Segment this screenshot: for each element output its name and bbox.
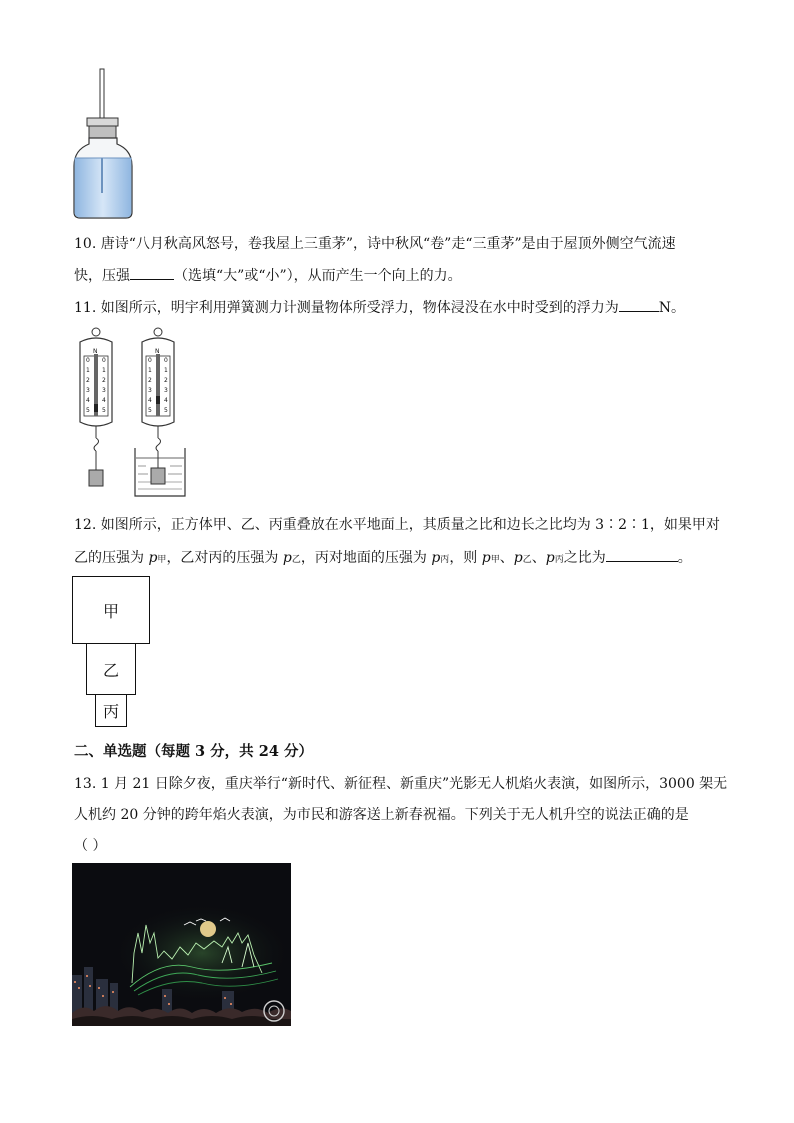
- answer-blank[interactable]: [606, 547, 678, 562]
- scale-1-unit: N: [93, 348, 98, 355]
- drone-show-photo: [72, 863, 291, 1026]
- tick-label: 5: [164, 407, 168, 414]
- q10-line-1: 10. 唐诗“八月秋高风怒号，卷我屋上三重茅”，诗中秋风“卷”走“三重茅”是由于屋顶外侧空气流速: [74, 236, 676, 252]
- tick-label: 5: [86, 407, 90, 414]
- tick-label: 2: [148, 377, 152, 384]
- subscript: 丙: [440, 555, 450, 565]
- var-p: p: [282, 550, 292, 566]
- tick-label: 2: [102, 377, 106, 384]
- q10-line-2: [74, 265, 462, 286]
- tick-label: 4: [164, 397, 168, 404]
- tick-label: 4: [148, 397, 152, 404]
- q12-text: 之比为: [563, 550, 606, 566]
- cube-label: 乙: [102, 660, 119, 680]
- q12-text: 、: [499, 550, 514, 566]
- subscript: 乙: [522, 555, 532, 565]
- q10-text-b: （选填“大”或“小”），从而产生一个向上的力。: [174, 268, 462, 284]
- tick-label: 3: [102, 387, 106, 394]
- spring-scale-1: [80, 328, 112, 486]
- q11-text-b: N。: [658, 300, 685, 316]
- var-p: p: [481, 550, 491, 566]
- moon-icon: [200, 921, 216, 937]
- tick-label: 3: [164, 387, 168, 394]
- q12-text: ，乙对丙的压强为: [166, 550, 283, 566]
- tick-label: 2: [164, 377, 168, 384]
- subscript: 丙: [554, 555, 564, 565]
- bottle-figure: [68, 66, 138, 222]
- spring-scale-2: [135, 328, 185, 496]
- tick-label: 0: [148, 357, 152, 364]
- q13-line-1: 13. 1 月 21 日除夕夜，重庆举行“新时代、新征程、新重庆”光影无人机焰火表演，如图所示，3000 架无: [74, 776, 728, 792]
- subscript: 乙: [291, 555, 301, 565]
- tick-label: 1: [148, 367, 152, 374]
- q12-text: ，丙对地面的压强为: [300, 550, 432, 566]
- var-p: p: [148, 550, 158, 566]
- tick-label: 1: [164, 367, 168, 374]
- q13-line-2: 人机约 20 分钟的跨年焰火表演，为市民和游客送上新春祝福。下列关于无人机升空的说法正确的是: [74, 807, 689, 823]
- section-heading: 二、单选题（每题 3 分，共 24 分）: [74, 743, 313, 760]
- tick-label: 4: [102, 397, 106, 404]
- tick-label: 5: [148, 407, 152, 414]
- tick-label: 0: [102, 357, 106, 364]
- tick-label: 1: [86, 367, 90, 374]
- tick-label: 3: [86, 387, 90, 394]
- var-p: p: [431, 550, 441, 566]
- q11-line: [74, 297, 685, 318]
- answer-blank[interactable]: [130, 265, 174, 280]
- tick-label: 0: [86, 357, 90, 364]
- spring-scale-figure: [72, 326, 192, 498]
- cube-label: 丙: [102, 702, 119, 721]
- cube-bing: [95, 694, 127, 727]
- subscript: 甲: [490, 555, 500, 565]
- q12-text: ，则: [449, 550, 482, 566]
- q12-line-2: [74, 547, 692, 570]
- cube-jia: [72, 576, 150, 644]
- var-p: p: [545, 550, 555, 566]
- q12-text: 、: [531, 550, 546, 566]
- tick-label: 5: [102, 407, 106, 414]
- tick-label: 4: [86, 397, 90, 404]
- tick-label: 0: [164, 357, 168, 364]
- var-p: p: [513, 550, 523, 566]
- cube-label: 甲: [102, 601, 119, 621]
- q13-line-3: （ ）: [74, 838, 107, 854]
- q11-text-a: 11. 如图所示，明宇利用弹簧测力计测量物体所受浮力，物体浸没在水中时受到的浮力为: [74, 300, 619, 316]
- answer-blank[interactable]: [619, 297, 659, 312]
- subscript: 甲: [157, 555, 167, 565]
- q12-text: 。: [677, 550, 692, 566]
- tick-label: 3: [148, 387, 152, 394]
- q12-text: 乙的压强为: [74, 550, 149, 566]
- tick-label: 2: [86, 377, 90, 384]
- scale-2-unit: N: [155, 348, 160, 355]
- q12-line-1: 12. 如图所示，正方体甲、乙、丙重叠放在水平地面上，其质量之比和边长之比均为 3∶2∶1，如果甲对: [74, 517, 720, 533]
- q10-text-a: 快，压强: [74, 268, 130, 284]
- tick-label: 1: [102, 367, 106, 374]
- cube-yi: [86, 643, 136, 695]
